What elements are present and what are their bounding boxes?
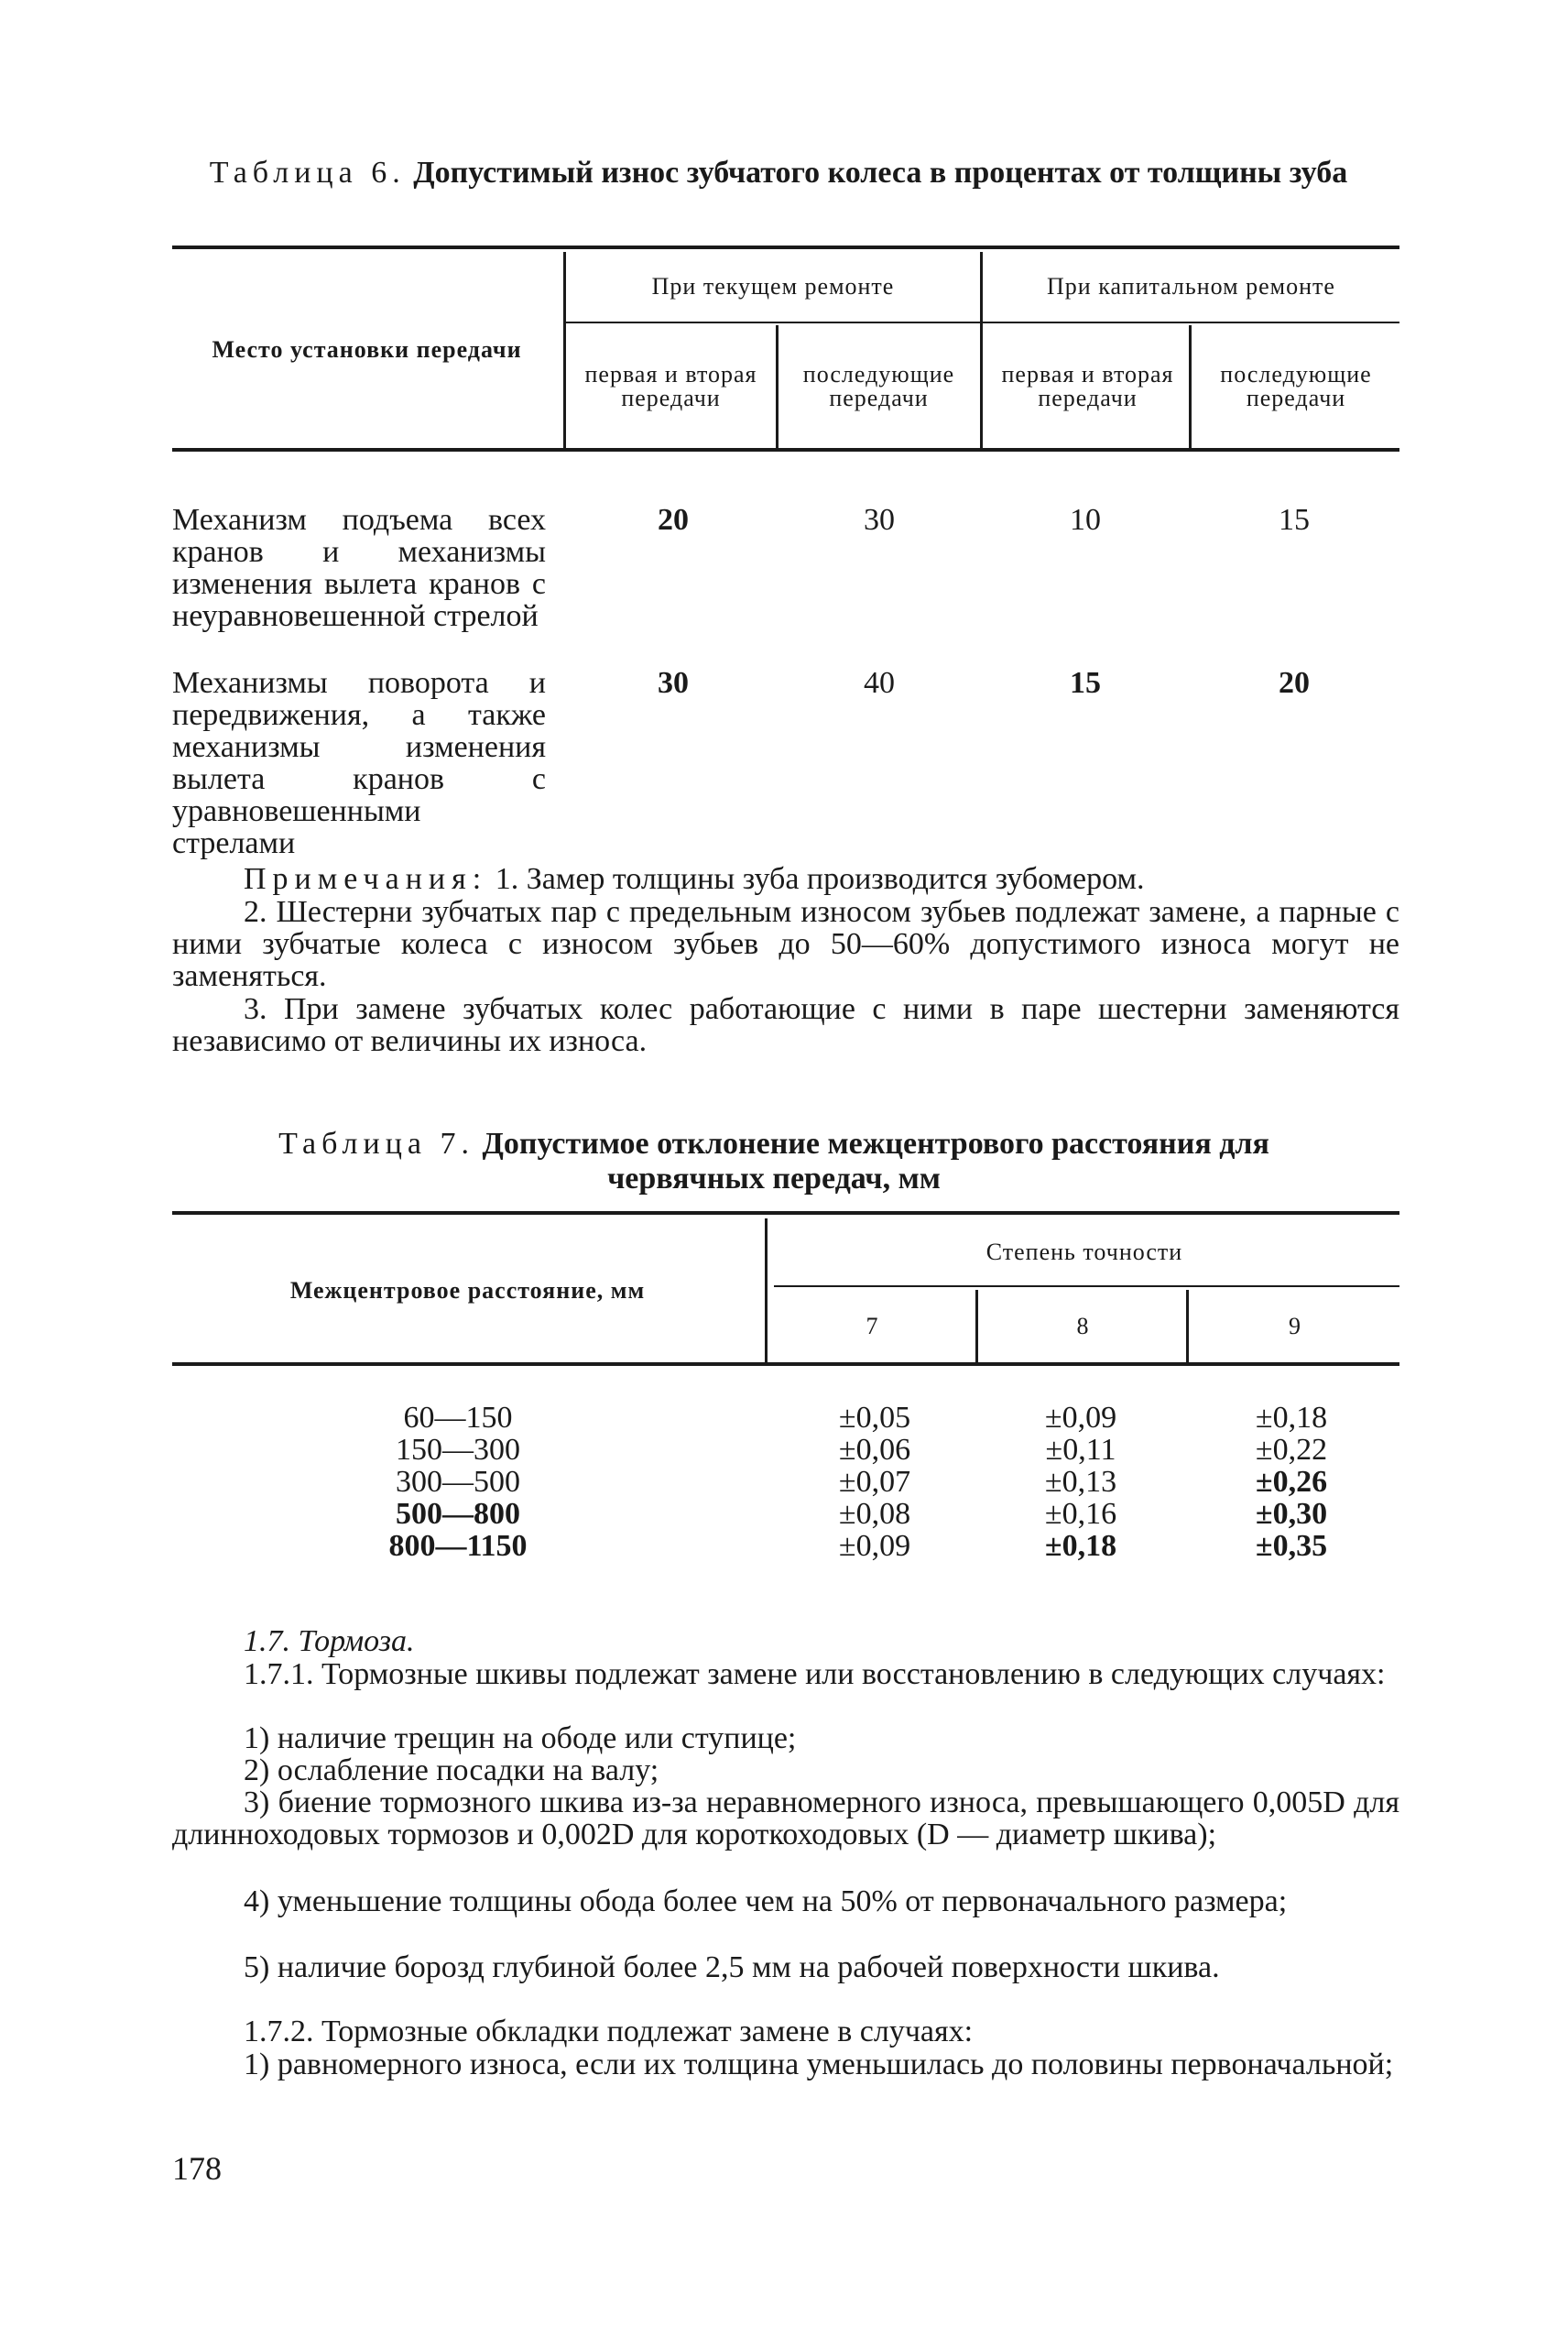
- table7-vline-1: [765, 1218, 768, 1362]
- table7-row5-deg8: ±0,18: [1044, 1529, 1117, 1563]
- table7-caption-text: Допустимое отклонение межцентрового расстояния для червячных передач, мм: [482, 1127, 1269, 1196]
- table6-top-rule: [172, 246, 1399, 249]
- list1-item-1: 1) наличие трещин на ободе или ступице;: [244, 1721, 797, 1755]
- table6-vline-2: [776, 325, 779, 448]
- table7-row4-deg9: ±0,30: [1255, 1497, 1328, 1531]
- table6-row1-value-4: 15: [1279, 503, 1310, 537]
- table7-caption: [234, 1127, 1314, 1196]
- notes-item-1: [172, 863, 1399, 895]
- table7-header-bottom-rule: [172, 1362, 1399, 1366]
- notes-item-2: 2. Шестерни зубчатых пар с предельным износом зубьев подлежат замене, а парные с ними зубчатые колеса с износом зубьев до 50—60% допустимого износа могут не заменяться.: [172, 895, 1399, 993]
- table6-header-current: При текущем ремонте: [651, 273, 895, 300]
- table6-header-capital-next: последующие передачи: [1220, 361, 1372, 411]
- table7-header-accuracy: Степень точности: [985, 1238, 1183, 1265]
- table6-header-capital: При капитальном ремонте: [1047, 273, 1335, 300]
- table7-row3-range: 300—500: [396, 1465, 520, 1499]
- table6-caption-text: Допустимый износ зубчатого колеса в процентах от толщины зуба: [413, 156, 1348, 190]
- table7-vline-2: [975, 1290, 978, 1362]
- table7-header-degree-8: 8: [1076, 1312, 1090, 1339]
- table7-caption-lead: Таблица 7.: [278, 1127, 474, 1161]
- table7-row5-range: 800—1150: [388, 1529, 528, 1563]
- table6-caption: [165, 156, 1392, 191]
- table7-group-rule: [774, 1285, 1399, 1287]
- table7-row1-range: 60—150: [403, 1401, 513, 1435]
- table6-header-capital-first: первая и вторая передачи: [1001, 361, 1174, 411]
- list1-item-5: 5) наличие борозд глубиной более 2,5 мм на рабочей поверхности шкива.: [244, 1950, 1220, 1984]
- table7-row3-deg8: ±0,13: [1044, 1465, 1117, 1499]
- section-1-7-2: 1.7.2. Тормозные обкладки подлежат замене в случаях:: [244, 2015, 974, 2048]
- table6-row1-value-1: 20: [658, 503, 689, 537]
- table7-row4-range: 500—800: [396, 1497, 520, 1531]
- table7-row2-deg8: ±0,11: [1045, 1433, 1116, 1467]
- table6-caption-lead: Таблица 6.: [209, 156, 406, 190]
- table6-header-place: Место установки передачи: [212, 336, 522, 363]
- table7-row3-deg9: ±0,26: [1255, 1465, 1328, 1499]
- table7-row5-deg9: ±0,35: [1255, 1529, 1328, 1563]
- table6-row2-value-3: 15: [1070, 666, 1101, 700]
- notes-item-1-text: 1. Замер толщины зуба производится зубомером.: [495, 862, 1145, 896]
- table7-header-degree-9: 9: [1289, 1312, 1301, 1339]
- table7-row2-deg9: ±0,22: [1255, 1433, 1328, 1467]
- list2-item-1: 1) равномерного износа, если их толщина уменьшилась до половины первоначальной;: [244, 2048, 1394, 2081]
- table6-header-current-next: последующие передачи: [802, 361, 955, 411]
- table6-header-bottom-rule: [172, 448, 1399, 452]
- list1-item-2: 2) ослабление посадки на валу;: [244, 1753, 659, 1787]
- table7-row2-range: 150—300: [396, 1433, 520, 1467]
- table7-vline-3: [1186, 1290, 1189, 1362]
- table7-row1-deg7: ±0,05: [838, 1401, 911, 1435]
- table7-row2-deg7: ±0,06: [838, 1433, 911, 1467]
- table7-row4-deg7: ±0,08: [838, 1497, 911, 1531]
- list1-item-4: 4) уменьшение толщины обода более чем на 50% от первоначального размера;: [244, 1884, 1288, 1918]
- table6-row1-value-2: 30: [864, 503, 895, 537]
- table7-row1-deg9: ±0,18: [1255, 1401, 1328, 1435]
- page-number: 178: [172, 2150, 222, 2187]
- table7-top-rule: [172, 1211, 1399, 1215]
- section-title: 1.7. Тормоза.: [244, 1624, 415, 1658]
- table6-row2-value-1: 30: [658, 666, 689, 700]
- table7-row3-deg7: ±0,07: [838, 1465, 911, 1499]
- table6-row1-value-3: 10: [1070, 503, 1101, 537]
- table7-header-degree-7: 7: [866, 1312, 879, 1339]
- table6-row2-value-2: 40: [864, 666, 895, 700]
- table7-row5-deg7: ±0,09: [838, 1529, 911, 1563]
- table7-row4-deg8: ±0,16: [1044, 1497, 1117, 1531]
- notes-lead: Примечания:: [244, 862, 488, 896]
- table6-row1-label: Механизм подъема всех кранов и механизмы изменения вылета кранов с неуравновешенной стрелой: [172, 503, 546, 633]
- table7-row1-deg8: ±0,09: [1044, 1401, 1117, 1435]
- table6-row2-label: Механизмы поворота и передвижения, а также механизмы изменения вылета кранов с уравновешенными стрелами: [172, 666, 546, 860]
- table6-vline-4: [1189, 325, 1192, 448]
- table6-row2-value-4: 20: [1279, 666, 1310, 700]
- list1-item-3: 3) биение тормозного шкива из-за неравномерного износа, превышающего 0,005D для длинноходовых тормозов и 0,002D для короткоходовых (D — диаметр шкива);: [172, 1785, 1399, 1851]
- section-1-7-1: 1.7.1. Тормозные шкивы подлежат замене или восстановлению в следующих случаях:: [244, 1657, 1386, 1691]
- notes-item-3: 3. При замене зубчатых колес работающие с ними в паре шестерни заменяются независимо от величины их износа.: [172, 992, 1399, 1058]
- table7-header-distance: Межцентровое расстояние, мм: [289, 1276, 646, 1304]
- table6-header-current-first: первая и вторая передачи: [584, 361, 757, 411]
